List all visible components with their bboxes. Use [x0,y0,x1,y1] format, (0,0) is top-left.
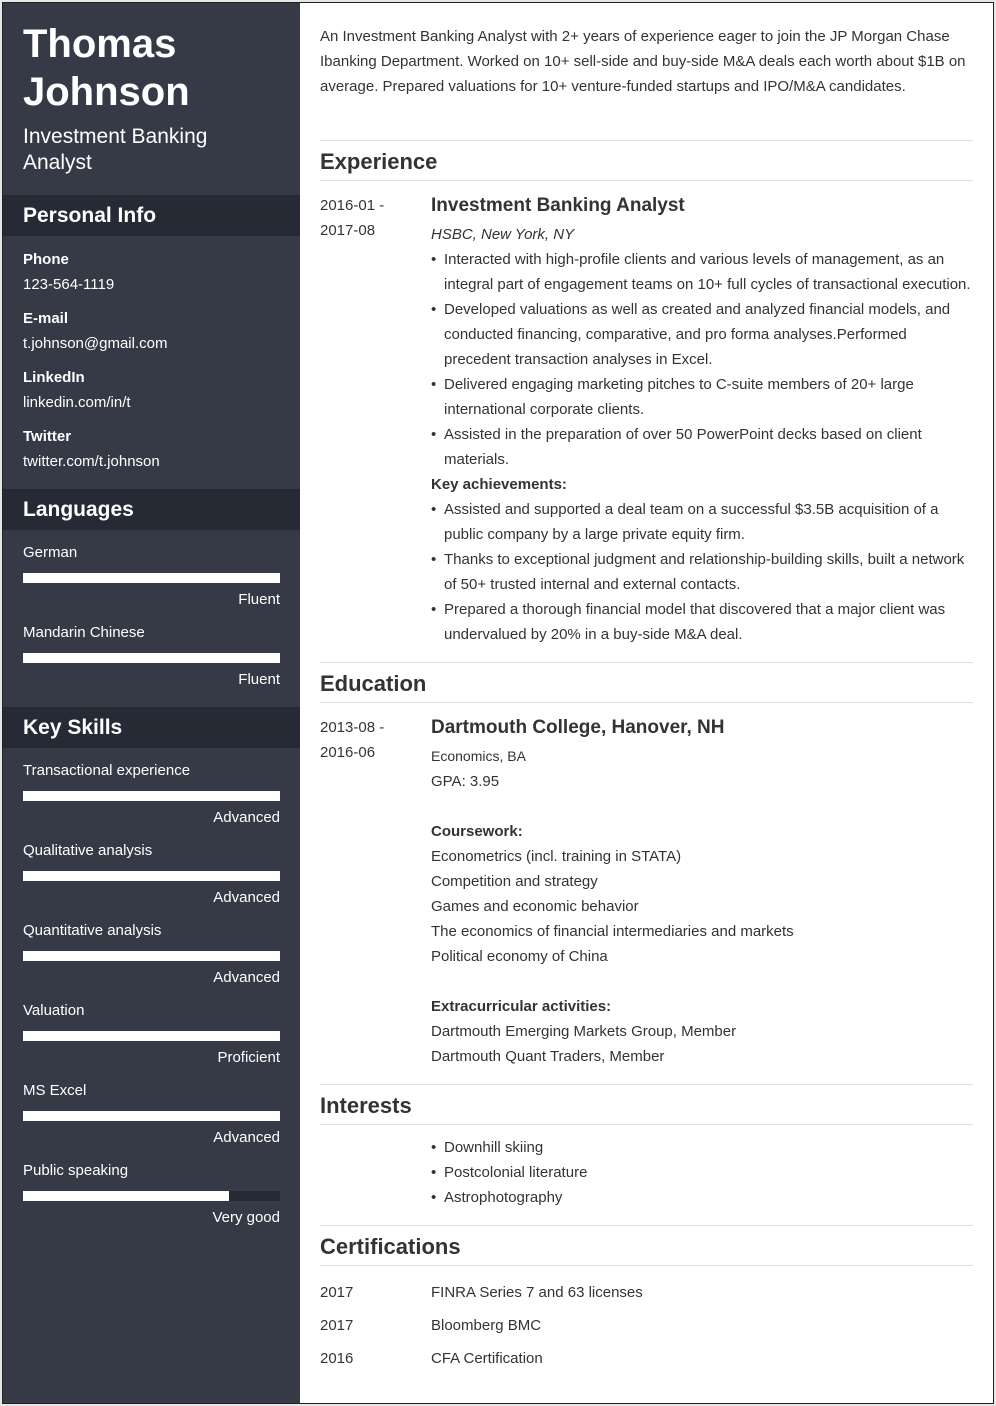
experience-details [431,193,973,647]
interests-list [431,1135,973,1210]
skill-item [23,1161,280,1228]
list-item: Competition and strategy [431,873,598,890]
personal-info-list [3,250,300,472]
list-item: • Delivered engaging marketing pitches to C-suite members of 20+ large international corporate clients. [431,372,973,422]
sidebar [3,3,300,1403]
language-level: Fluent [238,591,280,608]
linkedin-value: linkedin.com/in/t [23,394,131,411]
certification-row [320,1346,973,1371]
bar-fill [23,1111,280,1121]
skill-level: Very good [212,1209,280,1226]
degree: Economics, BA [431,748,526,764]
language-level-bar [23,653,280,663]
cert-year: 2017 [320,1284,354,1301]
list-item: • Downhill skiing [431,1135,973,1160]
list-item: • Prepared a thorough financial model that discovered that a major client was undervalued by 20% in a buy-side M&A deal. [431,597,973,647]
info-label: E-mail [23,310,69,327]
experience-dates [320,193,431,647]
certification-row [320,1313,973,1338]
date-end: 2017-08 [320,222,376,239]
job-title: Investment Banking Analyst [431,195,685,216]
list-item: Econometrics (incl. training in STATA) [431,848,682,865]
list-item: • Thanks to exceptional judgment and relationship-building skills, built a network of 50+ trusted internal and external contacts. [431,547,973,597]
personal-info-heading: Personal Info [3,195,300,236]
experience-entry [320,193,973,647]
list-item: • Postcolonial literature [431,1160,973,1185]
list-item: Dartmouth Emerging Markets Group, Member [431,1023,737,1040]
list-item: • Developed valuations as well as created and analyzed financial models, and conducted financing, comparative, and pro forma analyses.Performed precedent transaction analyses in Excel. [431,297,973,372]
phone-value: 123-564-1119 [23,276,115,293]
list-item: Games and economic behavior [431,898,639,915]
language-name: German [23,544,78,561]
language-item [23,623,280,690]
languages-list [3,543,300,690]
info-label: Twitter [23,428,72,445]
title-line-1: Investment Banking [23,125,208,148]
title-line-2: Analyst [23,151,92,174]
certification-row [320,1280,973,1305]
cert-name: FINRA Series 7 and 63 licenses [431,1284,643,1301]
skill-name: Quantitative analysis [23,922,162,939]
skill-level-bar [23,1111,280,1121]
info-item-twitter [23,427,280,472]
info-item-email [23,309,280,354]
professional-summary: An Investment Banking Analyst with 2+ years of experience eager to join the JP Morgan Chase Ibanking Department. Worked on 10+ sell-side and buy-side M&A deals each worth about $1B on average. Prepared valuations for 10+ venture-funded startups and IPO/M&A candidates. [320,28,966,95]
education-entry [320,715,973,1069]
main-content [300,3,993,1403]
cert-year: 2016 [320,1350,354,1367]
achievement-list [431,497,973,647]
list-item: • Astrophotography [431,1185,973,1210]
cert-year: 2017 [320,1317,354,1334]
info-item-phone [23,250,280,295]
skill-level-bar [23,791,280,801]
cert-name: Bloomberg BMC [431,1317,542,1334]
list-item: Political economy of China [431,948,608,965]
twitter-value: twitter.com/t.johnson [23,453,160,470]
skill-level-bar [23,1031,280,1041]
skill-level: Advanced [213,809,280,826]
info-label: LinkedIn [23,369,85,386]
info-label: Phone [23,251,69,268]
extracurricular-label: Extracurricular activities: [431,998,612,1015]
language-level: Fluent [238,671,280,688]
bar-fill [23,791,280,801]
skill-item [23,1081,280,1148]
resume-page [2,2,994,1404]
skill-name: Transactional experience [23,762,191,779]
language-level-bar [23,573,280,583]
cert-name: CFA Certification [431,1350,543,1367]
skill-level-bar [23,951,280,961]
bar-fill [23,871,280,881]
skill-name: Valuation [23,1002,85,1019]
bar-fill [23,951,280,961]
name-line-2: Johnson [23,70,190,114]
skill-item [23,1001,280,1068]
date-end: 2016-06 [320,744,376,761]
bar-fill [23,573,280,583]
candidate-title [3,116,300,176]
skill-name: Public speaking [23,1162,129,1179]
responsibility-list [431,247,973,472]
achievements-label: Key achievements: [431,476,567,493]
school-name: Dartmouth College, Hanover, NH [431,717,725,738]
company-location: HSBC, New York, NY [431,226,575,243]
interests-heading: Interests [320,1084,973,1125]
skill-level: Proficient [217,1049,280,1066]
skill-level-bar [23,1191,280,1201]
skill-level: Advanced [213,969,280,986]
languages-heading: Languages [3,489,300,530]
skill-item [23,921,280,988]
name-line-1: Thomas [23,22,177,66]
list-item: The economics of financial intermediaries and markets [431,923,794,940]
date-start: 2016-01 - [320,197,385,214]
gpa: GPA: 3.95 [431,773,500,790]
education-dates [320,715,431,1069]
list-item: Dartmouth Quant Traders, Member [431,1048,665,1065]
skill-level: Advanced [213,889,280,906]
skill-name: Qualitative analysis [23,842,153,859]
date-start: 2013-08 - [320,719,385,736]
language-name: Mandarin Chinese [23,624,145,641]
list-item: • Assisted and supported a deal team on a successful $3.5B acquisition of a public company by a large private equity firm. [431,497,973,547]
candidate-name [3,3,300,116]
certifications-heading: Certifications [320,1225,973,1266]
email-value: t.johnson@gmail.com [23,335,168,352]
skill-level-bar [23,871,280,881]
bar-fill [23,1031,280,1041]
skill-name: MS Excel [23,1082,87,1099]
skills-list [3,761,300,1228]
education-heading: Education [320,662,973,703]
list-item: • Assisted in the preparation of over 50 PowerPoint decks based on client materials. [431,422,973,472]
coursework-label: Coursework: [431,823,523,840]
skill-level: Advanced [213,1129,280,1146]
key-skills-heading: Key Skills [3,707,300,748]
bar-fill [23,1191,229,1201]
list-item: • Interacted with high-profile clients and various levels of management, as an integral part of engagement teams on 10+ full cycles of transactional execution. [431,247,973,297]
skill-item [23,761,280,828]
skill-item [23,841,280,908]
education-details [431,715,973,1069]
info-item-linkedin [23,368,280,413]
interests-entry [320,1135,973,1210]
language-item [23,543,280,610]
experience-heading: Experience [320,140,973,181]
bar-fill [23,653,280,663]
